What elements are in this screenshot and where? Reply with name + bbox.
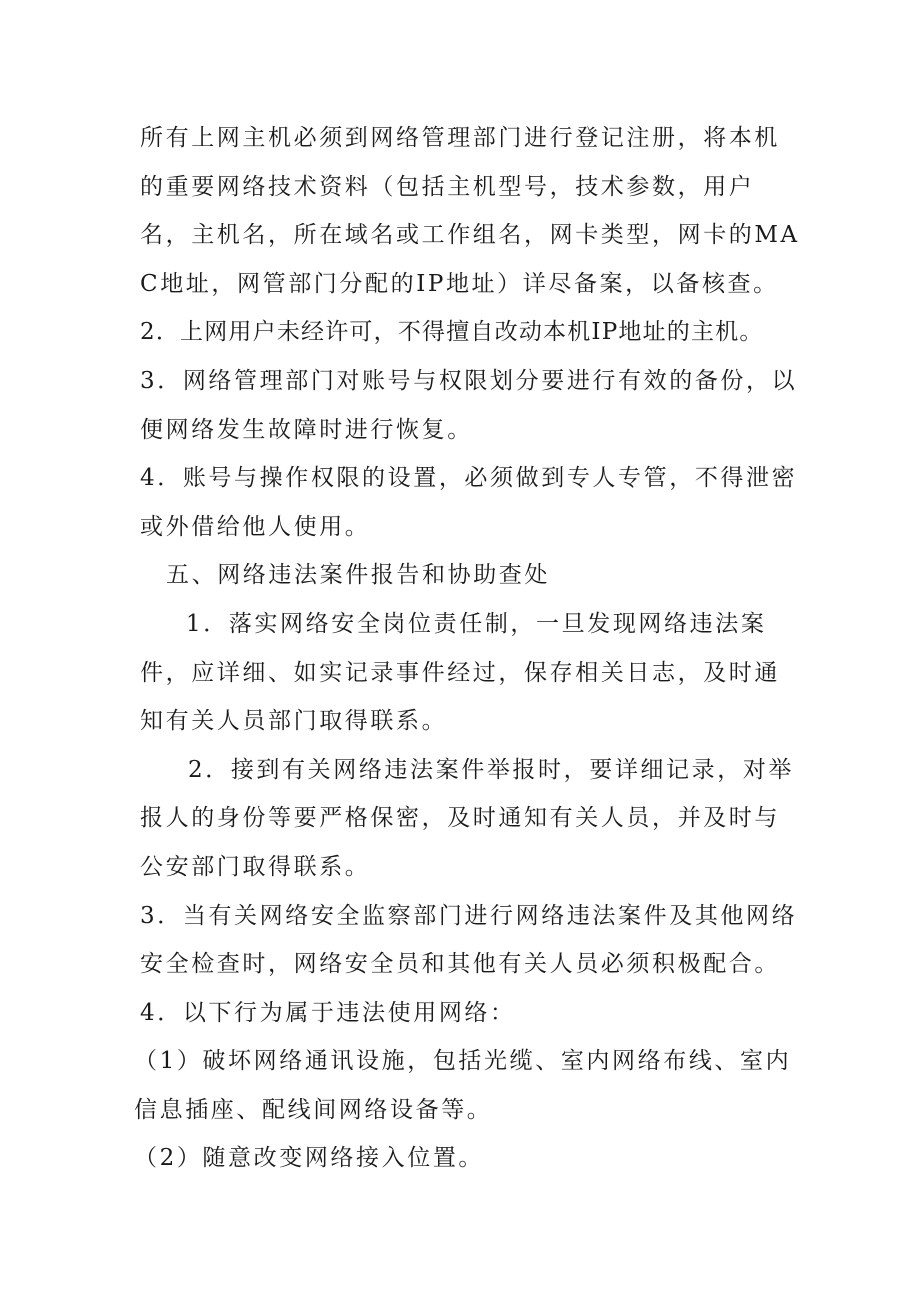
document-body xyxy=(134,114,800,1183)
paragraph-section5-item-1: 1．落实网络安全岗位责任制，一旦发现网络违法案件，应详细、如实记录事件经过，保存相关日志，及时通知有关人员部门取得联系。 xyxy=(140,610,780,735)
paragraph-section5-item-2: 2．接到有关网络违法案件举报时，要详细记录，对举报人的身份等要严格保密，及时通知有关人员，并及时与公安部门取得联系。 xyxy=(140,756,795,880)
paragraph-item-4-accounts: 4．账号与操作权限的设置，必须做到专人专管，不得泄密或外借给他人使用。 xyxy=(140,465,798,540)
paragraph-subitem-2: （2）随意改变网络接入位置。 xyxy=(134,1145,485,1172)
paragraph-section5-item-3: 3．当有关网络安全监察部门进行网络违法案件及其他网络安全检查时，网络安全员和其他有关人员必须积极配合。 xyxy=(140,902,798,978)
paragraph-host-registration: 所有上网主机必须到网络管理部门进行登记注册，将本机的重要网络技术资料（包括主机型号，技术参数，用户名，主机名，所在域名或工作组名，网卡类型，网卡的MAC地址，网管部门分配的IP地址）详尽备案，以备核查。 xyxy=(140,125,800,297)
paragraph-item-2-ip-change: 2．上网用户未经许可，不得擅自改动本机IP地址的主机。 xyxy=(140,319,764,346)
section-heading-5: 五、网络违法案件报告和协助查处 xyxy=(166,562,550,589)
paragraph-item-3-backup: 3．网络管理部门对账号与权限划分要进行有效的备份，以便网络发生故障时进行恢复。 xyxy=(140,367,798,443)
paragraph-section5-item-4: 4．以下行为属于违法使用网络： xyxy=(140,999,516,1026)
paragraph-subitem-1: （1）破坏网络通讯设施，包括光缆、室内网络布线、室内信息插座、配线间网络设备等。 xyxy=(134,1048,792,1123)
